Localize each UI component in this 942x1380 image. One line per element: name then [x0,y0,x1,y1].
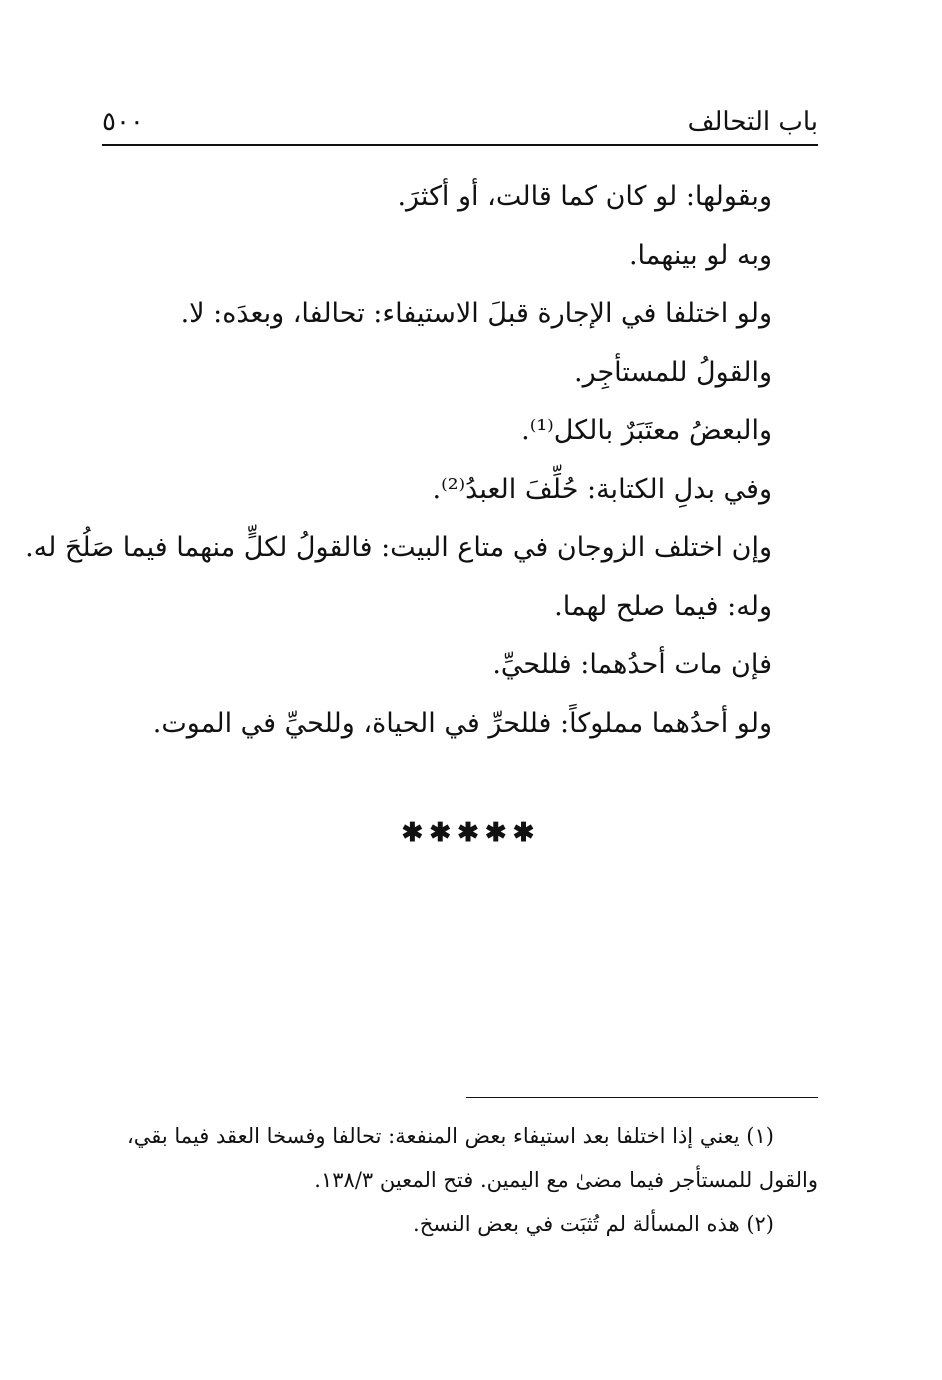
text-line: وإن اختلف الزوجان في متاع البيت: فالقولُ لكلٍّ منهما فيما صَلُحَ له. [25,532,772,563]
page-header [102,100,818,146]
text-line: ولو اختلفا في الإجارة قبلَ الاستيفاء: تحالفا، وبعدَه: لا. [180,298,772,329]
text-line: وفي بدلِ الكتابة: حُلِّفَ العبدُ⁽²⁾. [432,473,772,505]
body-text [25,168,772,753]
section-separator: ✱✱✱✱✱ [401,818,541,848]
footnote-line: (١) يعني إذا اختلفا بعد استيفاء بعض المنفعة: تحالفا وفسخا العقد فيما بقي، [126,1124,774,1148]
text-line: والبعضُ معتَبَرٌ بالكل⁽¹⁾. [521,415,772,446]
footnote-line: (٢) هذه المسألة لم تُثبَت في بعض النسخ. [413,1212,774,1236]
text-line: ولو أحدُهما مملوكاً: فللحرِّ في الحياة، وللحيِّ في الموت. [152,707,772,739]
text-line: وبه لو بينهما. [628,239,772,271]
footnote-line: والقول للمستأجر فيما مضىٰ مع اليمين. فتح المعين ١٣٨/٣. [314,1168,818,1192]
text-line: فإن مات أحدُهما: فللحيِّ. [492,649,772,680]
text-line: والقولُ للمستأجِر. [574,356,772,388]
page-number: ٥٠٠ [102,107,144,137]
running-title: باب التحالف [687,107,818,137]
text-line: وبقولها: لو كان كما قالت، أو أكثرَ. [397,181,772,212]
text-line: وله: فيما صلح لهما. [554,590,772,622]
footnote-divider [466,1097,818,1098]
footnotes [84,1114,818,1246]
